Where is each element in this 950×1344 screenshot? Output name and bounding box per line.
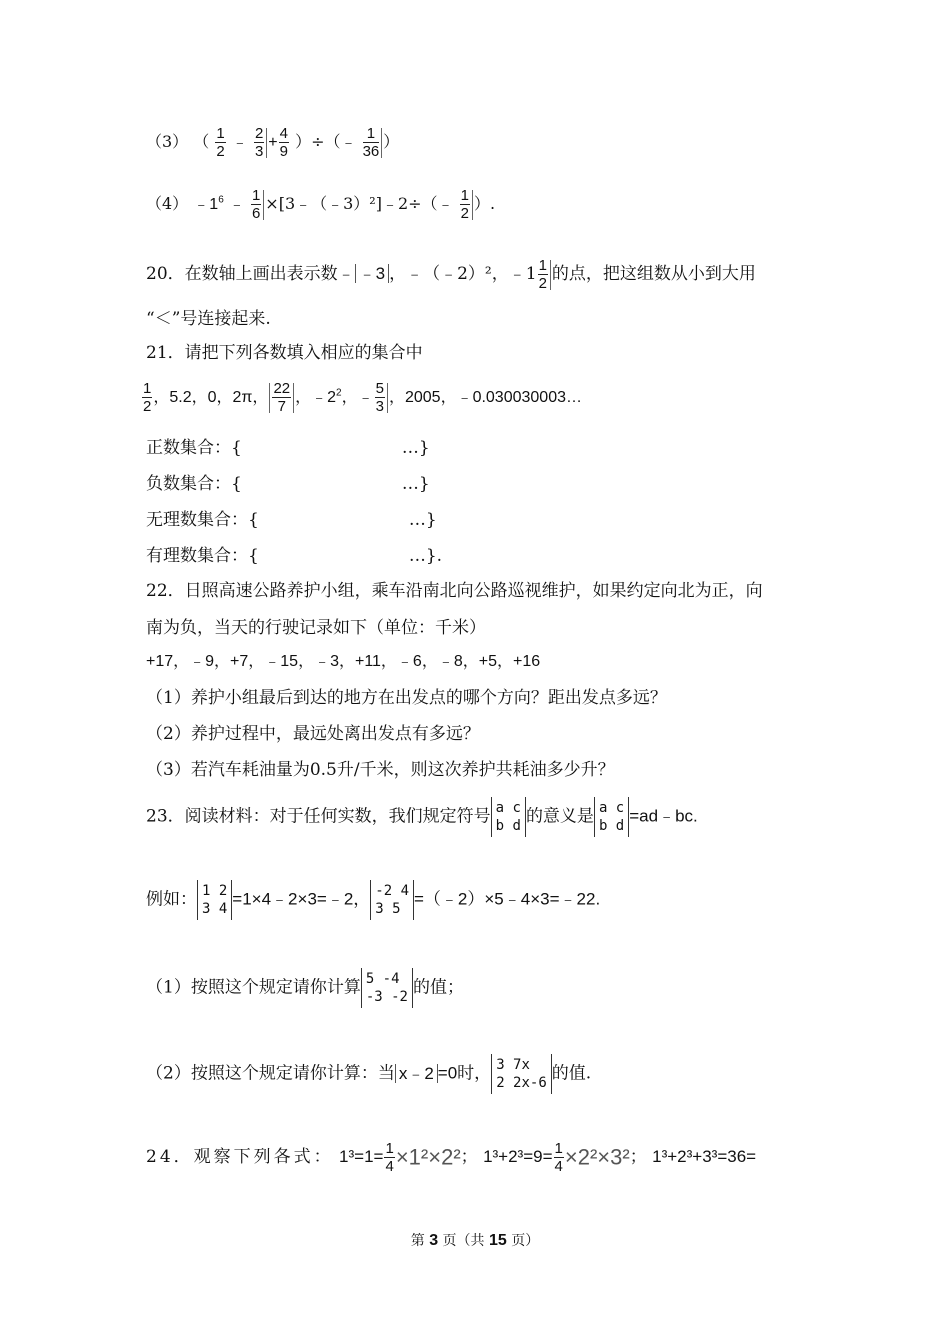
numbers-text: ，5.2，0，2π， xyxy=(153,389,269,406)
negative-sign: ﹣ xyxy=(357,389,374,406)
question-text: 的点，把这组数从小到大用 xyxy=(551,264,756,284)
q23-definition xyxy=(146,797,698,837)
question-text: 23．阅读材料：对于任何实数，我们规定符号 xyxy=(146,806,491,827)
question-text: =0时， xyxy=(437,1063,492,1083)
numerator: 1 xyxy=(363,126,380,143)
determinant xyxy=(370,880,414,920)
denominator: 2 xyxy=(216,143,225,160)
set-end: …} xyxy=(401,438,430,458)
matrix-row: -2 4 xyxy=(375,883,409,899)
formula: =ad﹣bc. xyxy=(629,806,698,826)
matrix-row: a c xyxy=(598,800,625,816)
matrix-row: 1 2 xyxy=(202,883,228,899)
expression: ×[3﹣（﹣3）²]﹣2÷（﹣ xyxy=(265,194,454,213)
matrix-row: 3 5 xyxy=(375,901,401,917)
q19-part3 xyxy=(146,126,399,159)
separator: ； xyxy=(460,1147,478,1167)
fraction xyxy=(279,126,289,159)
fraction xyxy=(215,126,225,159)
fraction xyxy=(554,1141,564,1174)
q21-numbers xyxy=(141,381,582,414)
fraction xyxy=(272,381,291,414)
total-pages: 15 xyxy=(489,1232,507,1249)
exponent: 2 xyxy=(336,387,342,399)
set-label: 有理数集合：{ xyxy=(146,546,259,566)
denominator: 7 xyxy=(277,398,286,415)
set-negative xyxy=(146,476,430,493)
q22-data: +17，﹣9，+7，﹣15，﹣3，+11，﹣6，﹣8，+5，+16 xyxy=(146,653,541,670)
absolute-value: ﹣3 xyxy=(355,264,389,283)
footer-text: 页） xyxy=(506,1233,540,1249)
fraction xyxy=(384,1141,394,1174)
page-number: 3 xyxy=(429,1232,439,1249)
numerator: 1 xyxy=(216,125,225,142)
formula: 1³=1= xyxy=(339,1147,384,1166)
matrix-row: b d xyxy=(598,818,625,834)
numerator: 22 xyxy=(273,380,291,397)
rule-bar xyxy=(269,383,270,413)
question-text: ，﹣（﹣2）²，﹣1 xyxy=(389,264,537,284)
numbers-text: ， xyxy=(341,389,358,406)
operator: ﹣ xyxy=(228,196,245,213)
denominator: 6 xyxy=(251,205,261,222)
set-label: 无理数集合：{ xyxy=(146,510,259,530)
operator: + xyxy=(268,134,278,151)
set-end: …}. xyxy=(408,546,443,566)
numerator: 4 xyxy=(279,125,288,142)
matrix-row: b d xyxy=(495,818,521,834)
numbers-text: ，2005，﹣0.030030003… xyxy=(388,389,582,406)
fraction xyxy=(375,381,385,414)
matrix-row: 3 7x xyxy=(496,1057,530,1073)
denominator: 3 xyxy=(375,398,384,415)
q22-sub2: （2）养护过程中，最远处离出发点有多远？ xyxy=(146,724,480,744)
question-text: 的意义是 xyxy=(525,806,594,827)
formula: ×1²×2² xyxy=(395,1144,461,1170)
set-rational xyxy=(146,548,442,565)
set-label: 正数集合：{ xyxy=(146,438,242,458)
denominator: 2 xyxy=(143,398,152,415)
matrix-row: 3 4 xyxy=(202,901,228,917)
matrix-row: -3 -2 xyxy=(365,989,408,1005)
q22-sub1: （1）养护小组最后到达的地方在出发点的哪个方向？距出发点多远？ xyxy=(146,688,667,708)
footer-text: 页（共 xyxy=(438,1233,489,1249)
fraction xyxy=(254,126,264,159)
set-end: …} xyxy=(401,474,430,494)
denominator: 4 xyxy=(385,1158,394,1175)
q23-sub2 xyxy=(146,1054,591,1094)
numerator: 2 xyxy=(254,125,264,142)
paren: （ xyxy=(193,132,210,151)
denominator: 2 xyxy=(460,205,469,222)
determinant xyxy=(594,797,629,837)
q20-line2: “＜”号连接起来. xyxy=(146,309,271,329)
question-text: （1）按照这个规定请你计算 xyxy=(146,977,361,998)
q22-line1: 22．日照高速公路养护小组，乘车沿南北向公路巡视维护，如果约定向北为正，向 xyxy=(146,581,763,601)
question-text: 20．在数轴上画出表示数﹣ xyxy=(146,264,355,284)
rule-bar xyxy=(293,383,294,413)
determinant xyxy=(197,880,232,920)
numerator: 1 xyxy=(460,187,469,204)
question-text: 24．观察下列各式： xyxy=(146,1147,334,1167)
numerator: 1 xyxy=(554,1140,563,1157)
rule-bar xyxy=(550,260,551,290)
question-text: （2）按照这个规定请你计算：当 xyxy=(146,1063,395,1084)
q24-line xyxy=(146,1141,756,1174)
matrix-row: a c xyxy=(495,800,521,816)
page-footer xyxy=(0,1230,950,1250)
determinant xyxy=(491,797,526,837)
example-label: 例如： xyxy=(146,889,197,910)
fraction xyxy=(363,126,380,159)
term: ﹣1 xyxy=(193,196,219,213)
absolute-value: x﹣2 xyxy=(395,1064,438,1083)
operator-text: ）÷（﹣ xyxy=(295,132,357,151)
paren: ） xyxy=(383,132,400,151)
q21-title: 21．请把下列各数填入相应的集合中 xyxy=(146,343,423,363)
footer-text: 第 xyxy=(410,1233,430,1249)
formula: ×2²×3² xyxy=(564,1144,630,1170)
numerator: 1 xyxy=(538,257,547,274)
rule-bar xyxy=(387,383,388,413)
exponent: 6 xyxy=(218,194,224,206)
q20-line1 xyxy=(146,258,756,291)
denominator: 36 xyxy=(362,143,380,160)
set-end: …} xyxy=(408,510,437,530)
part-label: （3） xyxy=(146,132,189,151)
formula: =1×4﹣2×3=﹣2， xyxy=(232,889,371,909)
denominator: 2 xyxy=(538,275,547,292)
fraction xyxy=(538,258,548,291)
q23-sub1 xyxy=(146,968,464,1008)
denominator: 3 xyxy=(254,143,264,160)
denominator: 4 xyxy=(554,1158,563,1175)
rule-bar xyxy=(472,190,473,220)
set-irrational xyxy=(146,512,437,529)
q23-example xyxy=(146,880,600,920)
numbers-text: ，﹣2 xyxy=(295,389,337,406)
set-label: 负数集合：{ xyxy=(146,474,242,494)
paren: ）. xyxy=(474,194,496,213)
numerator: 1 xyxy=(143,380,152,397)
determinant xyxy=(361,968,413,1008)
formula: =（﹣2）×5﹣4×3=﹣22. xyxy=(414,889,601,909)
matrix-row: 5 -4 xyxy=(365,971,400,987)
numerator: 1 xyxy=(385,1140,394,1157)
q22-sub3: （3）若汽车耗油量为0.5升/千米，则这次养护共耗油多少升？ xyxy=(146,760,615,780)
formula: 1³+2³=9= xyxy=(483,1147,553,1166)
question-text: 的值. xyxy=(551,1063,592,1084)
numerator: 1 xyxy=(251,187,261,204)
question-text: 的值； xyxy=(412,977,464,998)
denominator: 9 xyxy=(279,143,288,160)
part-label: （4） xyxy=(146,194,189,213)
matrix-row: 2 2x-6 xyxy=(496,1075,547,1091)
q22-line2: 南为负，当天的行驶记录如下（单位：千米） xyxy=(146,618,486,638)
numerator: 5 xyxy=(375,380,384,397)
separator: ； xyxy=(629,1147,647,1167)
determinant xyxy=(491,1054,552,1094)
q19-part4 xyxy=(146,188,495,221)
fraction xyxy=(460,188,470,221)
set-positive xyxy=(146,440,430,457)
operator: ﹣ xyxy=(231,134,248,151)
fraction xyxy=(251,188,261,221)
fraction xyxy=(142,381,152,414)
formula: 1³+2³+3³=36= xyxy=(652,1147,757,1166)
